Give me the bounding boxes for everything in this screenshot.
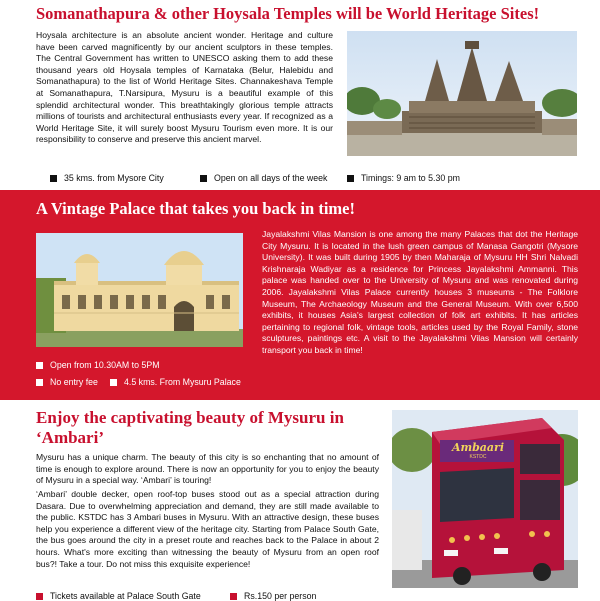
bullet-icon (200, 175, 207, 182)
info-text: 35 kms. from Mysore City (64, 173, 164, 183)
palace-illustration (36, 233, 243, 347)
bullet-icon (36, 593, 43, 600)
info-text: 4.5 kms. From Mysuru Palace (124, 377, 241, 387)
section1-info-1 (50, 173, 164, 183)
bus-sign: Ambaari (451, 441, 505, 454)
section3-title-line1: Enjoy the captivating beauty of Mysuru in (36, 408, 344, 427)
bullet-icon (347, 175, 354, 182)
info-text: Open on all days of the week (214, 173, 328, 183)
ambari-bus-photo (392, 410, 578, 588)
bus-illustration (392, 410, 578, 588)
section3-title-line2: ‘Ambari’ (36, 428, 104, 447)
info-text: Open from 10.30AM to 5PM (50, 360, 160, 370)
section2-info-2 (36, 377, 98, 387)
section2-info-3 (110, 377, 241, 387)
section3-para2: ‘Ambari’ double decker, open roof-top buses stood out as a special attraction during Dasara. Due to overwhelming appreciation and demand, they are still made available to the public. KSTDC has 3 Ambari buses in Mysuru. With an attractive design, these buses help you experience a different view of the heritage city. Starting from Palace South Gate, the bus goes around the city in a preset route and reaches back to the Palace in about 2 hours. What's more exciting than witnessing the beauty of Mysuru from an open roof bus?! Take a tour. Do not miss this exquisite experience! (36, 489, 379, 569)
bullet-icon (36, 379, 43, 386)
bullet-icon (36, 362, 43, 369)
section1-title: Somanathapura & other Hoysala Temples will be World Heritage Sites! (36, 4, 540, 23)
info-text: Timings: 9 am to 5.30 pm (361, 173, 460, 183)
section3-para1: Mysuru has a unique charm. The beauty of this city is so enchanting that no amount of time is enough to explore around. There is now an opportunity for you to enjoy the beauty of Mysuru in a special way. ‘Ambari’ is touring! (36, 452, 379, 486)
section2-body: Jayalakshmi Vilas Mansion is one among the many Palaces that dot the Heritage City Mysuru. It is located in the lush green campus of Manasa Gangotri (Mysore University). It was built during 1905 by then Maharaja of Mysuru HH Shri Nalvadi Krishnaraja Wadiyar as a residence for Princess Jayalakshmi Ammanni. This palace was handed over to the University of Mysuru and was renovated during 2006. Jayalakshmi Vilas Palace currently houses 3 museums - The Folklore Museum, The Archaeology Museum and the General Museum. With over 6,500 exhibits, it houses Asia's largest collection of folk art exhibits. It has articles pertaining to regional folk, vintage tools, articles used by the Royal Family, stone sculptures, paintings etc. A visit to the Jayalakshmi Vilas Mansion will certainly transport you back in time! (262, 229, 578, 355)
bullet-icon (230, 593, 237, 600)
bullet-icon (50, 175, 57, 182)
info-text: Rs.150 per person (244, 591, 317, 601)
section1-body: Hoysala architecture is an absolute ancient wonder. Heritage and culture have been carved magnificently by our ancient sculptors in these temples. The Central Government has written to UNESCO asking them to add these thousand years old Hoysala temples of Karnataka (Belur, Halebidu and Somanathapura) to the list of World Heritage Sites. Channakeshava Temple at Somanathapura, T.Narsipura, Mysuru is a beautiful example of this splendid architectural wonder. This breathtakingly glorious temple attracts millions of tourists and architectural enthusiasts every year. If recognized as a World Heritage Site, it will surely boost Mysuru Tourism even more. It is our responsibility to conserve and preserve this ancient marvel. (36, 30, 333, 145)
temple-illustration (347, 31, 577, 156)
section1-info-3 (347, 173, 460, 183)
section1-info-2 (200, 173, 327, 183)
bus-sign-sub: KSTDC (469, 454, 487, 460)
info-text: No entry fee (50, 377, 98, 387)
temple-photo (347, 31, 577, 156)
palace-photo (36, 233, 243, 347)
bullet-icon (110, 379, 117, 386)
info-text: Tickets available at Palace South Gate (50, 591, 201, 601)
section2-title: A Vintage Palace that takes you back in time! (36, 199, 355, 218)
section2-info-1 (36, 360, 160, 370)
